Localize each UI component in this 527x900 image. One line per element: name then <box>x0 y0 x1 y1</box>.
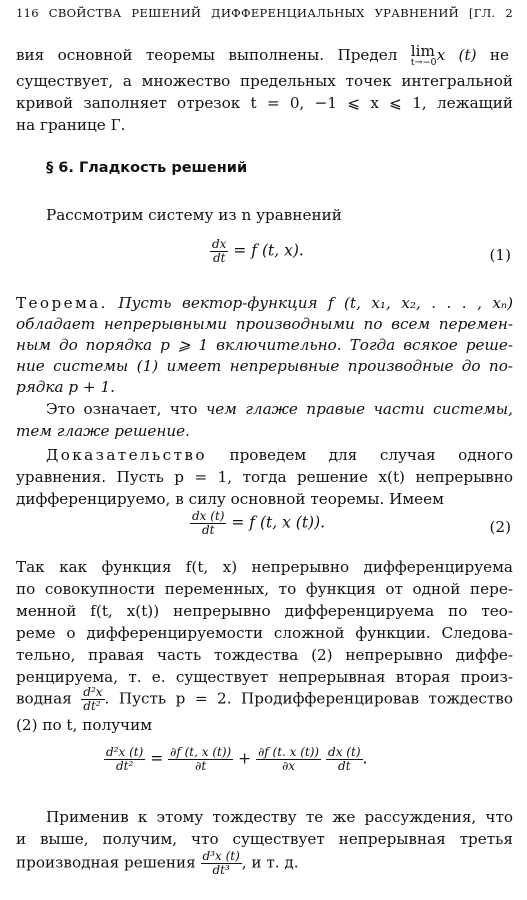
theorem-line: рядка p + 1. <box>16 378 115 396</box>
section-title: § 6. Гладкость решений <box>46 160 248 176</box>
limit-expression: lim t→−0 <box>410 42 437 68</box>
paragraph-line: ренцируема, т. е. существует непрерывная вторая произ- <box>16 668 513 686</box>
paragraph-line: вия основной теоремы выполнены. Предел lim t→−0 x (t) не <box>16 42 510 68</box>
equation-number: (2) <box>489 518 511 536</box>
paragraph-line: и выше, получим, что существует непрерывная третья <box>16 830 513 848</box>
paragraph-line: менной f(t, x(t)) непрерывно дифференцируема по тео- <box>16 602 513 620</box>
proof-line: Доказательство проведем для случая одного <box>46 446 514 464</box>
equation-3: $\frac{\text{d²x (t)}}{\text{dt²}}$ = $\frac{\partial f (t, x (t))}{\partial t}$ + $\frac{\partial f (t. x (t))}{\partial x}$ $\frac{dx (t)}{dt}$ . <box>106 745 368 773</box>
equation-1: $\frac{dx}{dt}$ = f (t, x). <box>212 237 304 265</box>
inline-fraction: $\frac{\text{d²x}}{\text{dt²}}$ <box>83 685 103 713</box>
inline-fraction: $\frac{\text{d³x (t)}}{\text{dt³}}$ <box>202 849 240 877</box>
paragraph-line: кривой заполняет отрезок t = 0, −1 ⩽ x ⩽ 1, лежащий <box>16 94 513 112</box>
theorem-line: ние системы (1) имеет непрерывные производные до по- <box>16 357 513 375</box>
paragraph-line: Применив к этому тождеству те же рассуждения, что <box>46 808 513 826</box>
paragraph-line: тем глаже решение. <box>16 422 190 440</box>
theorem-line: обладает непрерывными производными по всем перемен- <box>16 315 513 333</box>
proof-heading: Доказательство <box>46 446 207 464</box>
paragraph-line: на границе Г. <box>16 116 126 134</box>
paragraph-line: дифференцируемо, в силу основной теоремы. Имеем <box>16 490 444 508</box>
paragraph-line: Так как функция f(t, x) непрерывно дифференцируема <box>16 558 513 576</box>
equation-2: $\frac{dx (t)}{dt}$ = f (t, x (t)). <box>192 509 326 537</box>
paragraph-line: водная $\frac{\text{d²x}}{\text{dt²}}$ . Пусть p = 2. Продифференцировав тождество <box>16 685 514 713</box>
paragraph-line: тельно, правая часть тождества (2) непрерывно диффе- <box>16 646 513 664</box>
paragraph-line: Это означает, что чем глаже правые части системы, <box>46 400 513 418</box>
paragraph-line: производная решения $\frac{\text{d³x (t)}}{\text{dt³}}$ , и т. д. <box>16 849 299 877</box>
paragraph-line: существует, а множество предельных точек интегральной <box>16 72 513 90</box>
paragraph-line: по совокупности переменных, то функция от одной пере- <box>16 580 513 598</box>
paragraph-line: уравнения. Пусть p = 1, тогда решение x(t) непрерывно <box>16 468 513 486</box>
theorem-line: Теорема. Пусть вектор-функция f (t, x₁, x₂, . . . , xₙ) <box>16 294 514 312</box>
paragraph-line: Рассмотрим систему из n уравнений <box>46 206 342 224</box>
paragraph-line: реме о дифференцируемости сложной функции. Следова- <box>16 624 513 642</box>
running-header: 116 СВОЙСТВА РЕШЕНИЙ ДИФФЕРЕНЦИАЛЬНЫХ УРАВНЕНИЙ [ГЛ. 2 <box>16 6 513 20</box>
theorem-heading: Теорема. <box>16 294 108 312</box>
paragraph-line: (2) по t, получим <box>16 716 153 734</box>
theorem-line: ным до порядка p ⩾ 1 включительно. Тогда всякое реше- <box>16 336 513 354</box>
equation-number: (1) <box>489 246 511 264</box>
